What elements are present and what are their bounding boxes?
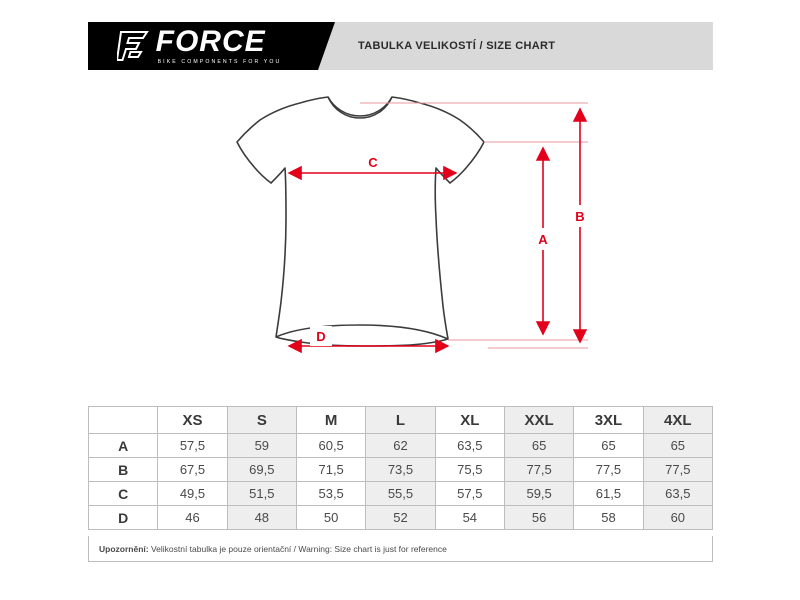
cell-b-l: 73,5 [366, 458, 435, 482]
cell-c-xl: 57,5 [435, 482, 504, 506]
table-row [89, 506, 713, 530]
disclaimer-prefix: Upozornění: [99, 543, 149, 554]
cell-a-l: 62 [366, 434, 435, 458]
cell-d-xs: 46 [158, 506, 227, 530]
cell-b-m: 71,5 [296, 458, 365, 482]
force-f-logo-icon [117, 30, 151, 62]
cell-a-4xl: 65 [643, 434, 712, 458]
page-title: TABULKA VELIKOSTÍ / SIZE CHART [358, 40, 556, 52]
table-row [89, 434, 713, 458]
cell-d-xxl: 56 [504, 506, 573, 530]
column-header-s: S [227, 407, 296, 434]
cell-d-m: 50 [296, 506, 365, 530]
dimension-label-b: B [575, 209, 585, 224]
row-label-a: A [89, 434, 158, 458]
cell-a-xl: 63,5 [435, 434, 504, 458]
brand-tagline: BIKE COMPONENTS FOR YOU [157, 58, 282, 65]
header-title-block [318, 22, 713, 70]
cell-d-l: 52 [366, 506, 435, 530]
tshirt-measurement-diagram [88, 78, 713, 378]
cell-a-s: 59 [227, 434, 296, 458]
table-row [89, 482, 713, 506]
logo-text-group [155, 24, 282, 65]
cell-c-4xl: 63,5 [643, 482, 712, 506]
table-header-row [89, 407, 713, 434]
dimension-label-c: C [368, 155, 378, 170]
cell-a-xxl: 65 [504, 434, 573, 458]
disclaimer-body: Velikostní tabulka je pouze orientační / Warning: Size chart is just for reference [148, 543, 447, 554]
cell-b-3xl: 77,5 [574, 458, 643, 482]
cell-c-m: 53,5 [296, 482, 365, 506]
disclaimer-text [99, 544, 447, 554]
column-header-4xl: 4XL [643, 407, 712, 434]
header-bar [88, 22, 713, 70]
size-chart-table [88, 406, 713, 530]
size-chart-table-wrap [88, 406, 713, 530]
cell-a-xs: 57,5 [158, 434, 227, 458]
cell-c-xxl: 59,5 [504, 482, 573, 506]
cell-b-xxl: 77,5 [504, 458, 573, 482]
cell-b-s: 69,5 [227, 458, 296, 482]
column-header-xs: XS [158, 407, 227, 434]
row-label-d: D [89, 506, 158, 530]
cell-d-s: 48 [227, 506, 296, 530]
cell-a-m: 60,5 [296, 434, 365, 458]
cell-b-xl: 75,5 [435, 458, 504, 482]
cell-a-3xl: 65 [574, 434, 643, 458]
cell-b-xs: 67,5 [158, 458, 227, 482]
table-row [89, 458, 713, 482]
brand-logo-block [88, 22, 318, 70]
row-label-b: B [89, 458, 158, 482]
disclaimer-row [88, 536, 713, 562]
cell-c-s: 51,5 [227, 482, 296, 506]
cell-c-l: 55,5 [366, 482, 435, 506]
column-header-l: L [366, 407, 435, 434]
cell-c-xs: 49,5 [158, 482, 227, 506]
column-header-m: M [296, 407, 365, 434]
cell-d-4xl: 60 [643, 506, 712, 530]
dimension-label-d: D [316, 329, 326, 344]
cell-c-3xl: 61,5 [574, 482, 643, 506]
cell-b-4xl: 77,5 [643, 458, 712, 482]
logo-wrap [117, 24, 282, 65]
table-corner-cell [89, 407, 158, 434]
column-header-xl: XL [435, 407, 504, 434]
cell-d-xl: 54 [435, 506, 504, 530]
tshirt-outline [237, 97, 484, 346]
row-label-c: C [89, 482, 158, 506]
dimension-label-a: A [538, 232, 548, 247]
brand-name: FORCE [155, 24, 266, 58]
cell-d-3xl: 58 [574, 506, 643, 530]
column-header-xxl: XXL [504, 407, 573, 434]
column-header-3xl: 3XL [574, 407, 643, 434]
guide-lines [360, 103, 588, 348]
